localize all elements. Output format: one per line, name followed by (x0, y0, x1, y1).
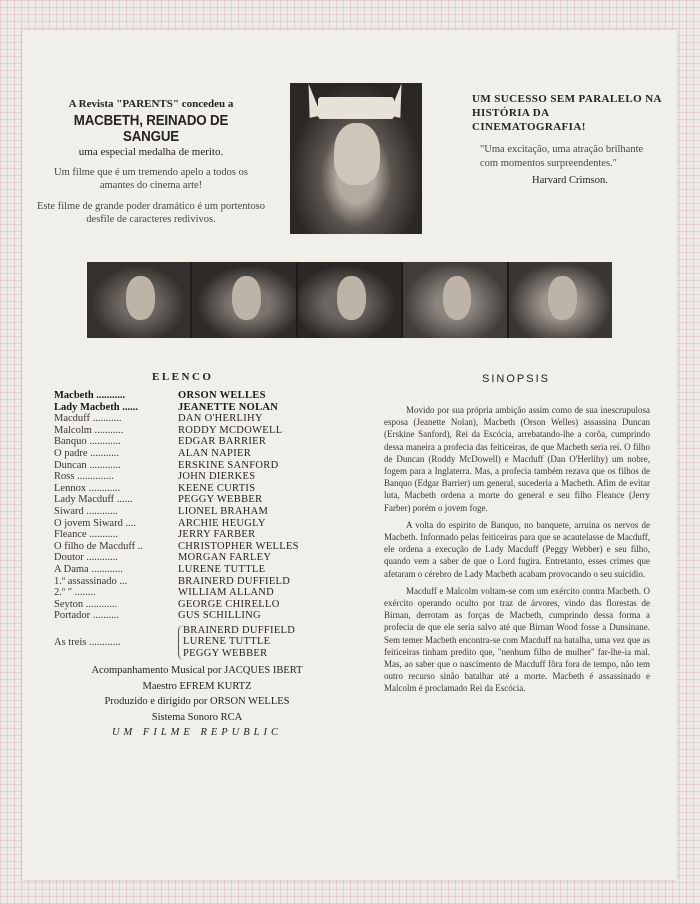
cast-actor: ERSKINE SANFORD (178, 459, 279, 471)
drama-paragraph: Este filme de grande poder dramático é um portentoso desfile de caracteres redivivos. (37, 201, 266, 225)
helmet-band (318, 97, 394, 119)
cast-row (54, 564, 374, 576)
cast-row (54, 599, 374, 611)
cast-role: As treis ............ (54, 636, 121, 648)
cast-role: Siward ............ (54, 505, 118, 517)
cast-actor: PEGGY WEBBER (183, 648, 268, 660)
medal-line: uma especial medalha de merito. (78, 146, 224, 158)
cast-row (54, 483, 374, 495)
cast-role: Duncan ............ (54, 459, 121, 471)
sound-credit: Sistema Sonoro RCA (151, 711, 243, 723)
review-quote: "Uma excitação, uma atração brilhante com momentos surpreendentes." (480, 144, 644, 169)
left-header (37, 98, 265, 226)
face (334, 123, 380, 185)
cast-role: Malcolm ........... (54, 424, 124, 436)
strip-photo (298, 262, 401, 338)
cast-row (54, 587, 374, 599)
cast-role: Doutor ............ (54, 552, 118, 564)
macbeth-portrait-photo (290, 83, 422, 234)
witches-brace (178, 625, 295, 660)
cast-row (54, 436, 374, 448)
cast-actor: GEORGE CHIRELLO (178, 598, 280, 610)
cast-row (54, 552, 374, 564)
cast-actor: LURENE TUTTLE (183, 636, 271, 648)
cast-role: Seyton ............ (54, 598, 118, 610)
success-headline: UM SUCESSO SEM PARALELO NA HISTÓRIA DA CINEMATOGRAFIA! (472, 93, 662, 133)
cast-role: Portador .......... (54, 610, 120, 622)
cast-row (54, 494, 374, 506)
cast-actor: MORGAN FARLEY (178, 552, 272, 564)
cast-row (54, 390, 374, 402)
cast-row (54, 448, 374, 460)
sinopsis-title: SINOPSIS (482, 373, 550, 385)
cast-row (54, 610, 374, 622)
cast-actor: EDGAR BARRIER (178, 436, 267, 448)
cast-role: Lennox ............ (54, 482, 121, 494)
credits (42, 663, 352, 741)
cast-role: Macduff ........... (54, 413, 122, 425)
cast-row (54, 576, 374, 588)
elenco-title: ELENCO (152, 371, 214, 383)
cast-row (54, 413, 374, 425)
cast-row (54, 402, 374, 414)
cast-role: Ross .............. (54, 471, 114, 483)
cast-actor: DAN O'HERLIHY (178, 413, 263, 425)
cast-actor: BRAINERD DUFFIELD (183, 624, 296, 636)
cast-role: 2.º " ........ (54, 587, 96, 599)
cast-actor: ORSON WELLES (178, 390, 266, 401)
cast-actor: JOHN DIERKES (178, 471, 256, 483)
cast-row (54, 471, 374, 483)
strip-photo (87, 262, 190, 338)
cast-actor: WILLIAM ALLAND (178, 587, 275, 599)
cast-role: O jovem Siward .... (54, 517, 136, 529)
cast-row (54, 506, 374, 518)
cast-row (54, 460, 374, 472)
cast-role: O padre ........... (54, 447, 120, 459)
cast-actor: RODDY MCDOWELL (178, 424, 283, 436)
cast-row (54, 425, 374, 437)
film-title: MACBETH, REINADO DE SANGUE (73, 113, 229, 145)
cast-actor: CHRISTOPHER WELLES (178, 540, 299, 552)
sinopsis-paragraph: Macduff e Malcolm voltam-se com um exército contra Macbeth. O exército operando oculto por traz de árvores, vindo das florestas de Birnan, derrotam as forças de Macbeth, cumprindo dessa forma a profecia de que ele seria salvo até que Birnan Wood fosse a Dunsinane. Sem temer Macbeth encontra-se com Macduff na batalha, uma vez que as feiticeiras tinham predito que, "nenhum filho de mulher" far-lhe-ia mal. Mas, ao saber que o nascimento de Macduff fôra fora de tempo, não tem outro recurso sinão batalhar até a morte. Macbeth é assassinado e Malcolm é proclamado Rei da Escócia. (384, 585, 650, 694)
cast-list (54, 390, 374, 660)
cast-row (54, 518, 374, 530)
sinopsis-paragraph: A volta do espirito de Banquo, no banquete, arruina os nervos de Macbeth. Informado pelas feiticeiras para que se acautelasse de Macduff, ele ordena a execução de Lady Macduff (Peggy Webber) e seu filho, quando vem a saber de que o Lord fugira. Entretanto, esses crimes que afetaram o cérebro de Lady Macbeth acabam provocando o seu suicidio. (384, 519, 650, 579)
music-credit: Acompanhamento Musical por JACQUES IBERT (91, 665, 303, 676)
studio-credit: UM FILME REPUBLIC (111, 727, 283, 738)
producer-credit: Produzido e dirigido por ORSON WELLES (104, 696, 290, 707)
cast-actor: LIONEL BRAHAM (178, 505, 269, 517)
cast-actor: ARCHIE HEUGLY (178, 517, 266, 529)
cast-actor: JEANETTE NOLAN (178, 401, 279, 413)
cast-actor: KEENE CURTIS (178, 482, 256, 494)
cast-role: Macbeth ........... (54, 390, 126, 401)
strip-photo (403, 262, 506, 338)
cast-photo-strip (87, 262, 612, 338)
cast-actor: GUS SCHILLING (178, 610, 261, 622)
award-line: A Revista "PARENTS" concedeu a (68, 98, 234, 110)
witches-row (54, 625, 374, 660)
cast-actor: JERRY FARBER (178, 529, 256, 541)
cast-role: Lady Macduff ...... (54, 494, 133, 506)
cast-role: Fleance ........... (54, 529, 119, 541)
appeal-paragraph: Um filme que é um tremendo apelo a todos os amantes do cinema arte! (54, 167, 248, 191)
cast-role: Banquo ............ (54, 436, 121, 448)
cast-role: O filho de Macduff .. (54, 540, 144, 552)
cast-actor: BRAINERD DUFFIELD (178, 575, 291, 587)
strip-photo (192, 262, 295, 338)
sinopsis-paragraph: Movido por sua própria ambição assim como de sua inescrupulosa esposa (Jeanette Nolan), Macbeth (Orson Welles) assassina Duncan (Erskine Sanford), Rei da Escócia, arrebatando-lhe a corôa, cumprindo dessa maneira a profecia das feiticeiras, de que Macbeth seria rei. O filho de Duncan (Roddy McDowell) e Macduff (Dan O'Herlihy) um nobre, fogem para a Inglaterra. Mas, a profecia também rezava que os filhos de Banquo (Edgar Barrier) um general, sucederia a Macbeth. Afim de evitar luta, Macbeth ordena a morte do general e seu filho Fleance (Jerry Farber) porém o jovem foge. (384, 405, 650, 513)
sinopsis-text (384, 404, 650, 700)
cast-role: Lady Macbeth ...... (54, 401, 138, 413)
cast-row (54, 541, 374, 553)
maestro-credit: Maestro EFREM KURTZ (142, 680, 252, 692)
cast-row (54, 529, 374, 541)
review-source: Harvard Crimson. (532, 175, 608, 186)
strip-photo (509, 262, 612, 338)
right-header (472, 92, 662, 186)
flyer-sheet (22, 30, 677, 880)
cast-role: A Dama ............ (54, 563, 123, 575)
cast-actor: LURENE TUTTLE (178, 563, 266, 575)
cast-actor: ALAN NAPIER (178, 447, 252, 459)
cast-actor: PEGGY WEBBER (178, 494, 263, 506)
cast-role: 1.º assassinado ... (54, 575, 128, 587)
